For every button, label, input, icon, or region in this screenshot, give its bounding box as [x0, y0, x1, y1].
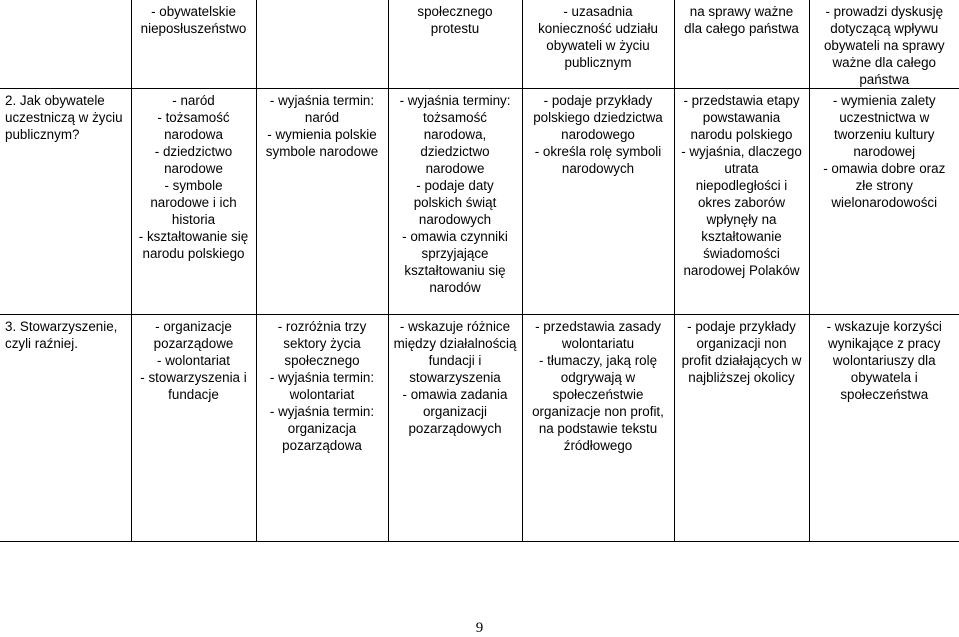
cell-line: protestu: [430, 21, 480, 36]
table-cell-requirements-advanced: [674, 89, 809, 315]
cell-line: - wyjaśnia termin:: [269, 93, 375, 108]
cell-line: najbliższej okolicy: [688, 370, 795, 385]
cell-line: - stowarzyszenia i: [140, 370, 247, 385]
cell-line: tożsamość: [423, 110, 487, 125]
table-cell-requirements-extended: [388, 0, 522, 89]
table-row: [0, 89, 959, 315]
cell-line: na sprawy ważne: [689, 4, 794, 19]
cell-line: wolontariatu: [561, 336, 635, 351]
cell-line: - wskazuje różnice: [399, 319, 511, 334]
cell-line: wpłynęły na: [706, 212, 777, 227]
table-cell-topic: [0, 0, 131, 89]
cell-line: publicznym?: [5, 127, 80, 142]
table-cell-content: [131, 0, 256, 89]
cell-line: utrata: [724, 161, 759, 176]
cell-line: pozarządowa: [282, 438, 362, 453]
cell-line: - wolontariat: [157, 353, 230, 368]
cell-line: świadomości: [703, 246, 780, 261]
table-row: [0, 315, 959, 542]
cell-line: - wymienia zalety: [832, 93, 936, 108]
table-cell-requirements-basic: [256, 0, 388, 89]
cell-line: organizacje non profit,: [532, 404, 664, 419]
cell-line: - wskazuje korzyści: [826, 319, 942, 334]
table-cell-requirements-advanced: [674, 315, 809, 542]
cell-line: - rozróżnia trzy: [277, 319, 367, 334]
cell-line: 2. Jak obywatele: [5, 93, 105, 108]
cell-line: niepodległości i: [695, 178, 788, 193]
cell-line: - tożsamość: [157, 110, 230, 125]
cell-line: obywatela i: [850, 370, 918, 385]
cell-line: sektory życia: [283, 336, 361, 351]
cell-line: uczestniczą w życiu: [5, 110, 123, 125]
cell-line: między działalnością: [393, 336, 517, 351]
table-cell-requirements-full: [522, 0, 674, 89]
cell-line: społeczeństwa: [840, 387, 929, 402]
cell-line: obywateli w życiu: [546, 38, 650, 53]
cell-line: powstawania: [702, 110, 781, 125]
table-cell-content: [131, 89, 256, 315]
cell-line: narodowej: [853, 144, 916, 159]
cell-line: wolontariat: [289, 387, 355, 402]
cell-line: - omawia czynniki: [402, 229, 508, 244]
cell-line: - wyjaśnia termin:: [269, 404, 375, 419]
cell-line: nieposłuszeństwo: [140, 21, 247, 36]
table-cell-topic: [0, 315, 131, 542]
table-cell-requirements-excellent: [809, 89, 959, 315]
cell-line: wolontariuszy dla: [832, 353, 936, 368]
cell-line: narodowe: [164, 161, 223, 176]
cell-line: fundacje: [168, 387, 219, 402]
cell-line: społeczeństwie: [552, 387, 644, 402]
table-cell-requirements-excellent: [809, 315, 959, 542]
table-cell-requirements-full: [522, 315, 674, 542]
cell-line: narodu polskiego: [690, 127, 793, 142]
cell-line: - określa rolę symboli: [534, 144, 662, 159]
cell-line: organizacja: [287, 421, 357, 436]
cell-line: - przedstawia zasady: [535, 319, 661, 334]
cell-line: polskiego dziedzictwa: [533, 110, 663, 125]
cell-line: naród: [304, 110, 340, 125]
cell-line: konieczność udziału: [538, 21, 658, 36]
cell-line: odgrywają w: [560, 370, 636, 385]
cell-line: - wyjaśnia termin:: [269, 370, 375, 385]
cell-line: kształtowanie: [701, 229, 782, 244]
cell-line: narodowego: [561, 127, 635, 142]
cell-line: - przedstawia etapy: [683, 93, 800, 108]
cell-line: sprzyjające: [421, 246, 489, 261]
cell-line: społecznego: [284, 353, 360, 368]
cell-line: - omawia dobre oraz: [823, 161, 946, 176]
cell-line: ważne dla całego: [832, 55, 936, 70]
cell-line: dotyczącą wpływu: [830, 21, 939, 36]
cell-line: wielonarodowości: [831, 195, 938, 210]
cell-line: narodu polskiego: [142, 246, 245, 261]
cell-line: - uzasadnia: [563, 4, 633, 19]
cell-line: okres zaborów: [697, 195, 786, 210]
cell-line: - prowadzi dyskusję: [825, 4, 944, 19]
cell-line: obywateli na sprawy: [823, 38, 945, 53]
cell-line: źródłowego: [563, 438, 633, 453]
cell-line: - podaje przykłady: [543, 93, 653, 108]
cell-line: polskich świąt: [413, 195, 497, 210]
cell-line: symbole narodowe: [265, 144, 379, 159]
table-cell-requirements-full: [522, 89, 674, 315]
cell-line: narodowe: [425, 161, 485, 176]
cell-line: narodowa: [164, 127, 223, 142]
cell-line: historia: [171, 212, 216, 227]
table-cell-requirements-extended: [388, 315, 522, 542]
table-cell-requirements-basic: [256, 89, 388, 315]
table-cell-requirements-basic: [256, 315, 388, 542]
page-number: 9: [475, 620, 484, 636]
table-cell-requirements-extended: [388, 89, 522, 315]
table-cell-topic: [0, 89, 131, 315]
cell-line: - podaje daty: [416, 178, 494, 193]
cell-line: - omawia zadania: [402, 387, 508, 402]
cell-line: dziedzictwo: [420, 144, 490, 159]
table-row: [0, 0, 959, 89]
cell-line: złe strony: [855, 178, 913, 193]
cell-line: tworzeniu kultury: [834, 127, 935, 142]
table-cell-requirements-advanced: [674, 0, 809, 89]
cell-line: 3. Stowarzyszenie,: [5, 319, 118, 334]
cell-line: - wymienia polskie: [267, 127, 377, 142]
cell-line: - wyjaśnia, dlaczego: [681, 144, 802, 159]
cell-line: organizacji: [422, 404, 487, 419]
cell-line: czyli raźniej.: [5, 336, 78, 351]
cell-line: fundacji i: [428, 353, 482, 368]
cell-line: narodów: [429, 280, 481, 295]
cell-line: narodowej Polaków: [683, 263, 800, 278]
cell-line: pozarządowe: [153, 336, 234, 351]
cell-line: wynikające z pracy: [828, 336, 941, 351]
cell-line: - symbole: [164, 178, 223, 193]
cell-line: - wyjaśnia terminy:: [399, 93, 511, 108]
cell-line: - tłumaczy, jaką rolę: [538, 353, 658, 368]
cell-line: profit działających w: [681, 353, 802, 368]
cell-line: narodowa,: [423, 127, 487, 142]
cell-line: stowarzyszenia: [409, 370, 501, 385]
cell-line: dla całego państwa: [684, 21, 799, 36]
cell-line: - kształtowanie się: [138, 229, 249, 244]
cell-line: organizacji non: [696, 336, 787, 351]
cell-line: kształtowaniu się: [404, 263, 506, 278]
cell-line: narodowych: [561, 161, 635, 176]
table-cell-content: [131, 315, 256, 542]
cell-line: - naród: [172, 93, 215, 108]
cell-line: publicznym: [564, 55, 632, 70]
cell-line: - obywatelskie: [151, 4, 236, 19]
cell-line: społecznego: [417, 4, 493, 19]
table-cell-requirements-excellent: [809, 0, 959, 89]
cell-line: narodowych: [418, 212, 492, 227]
cell-line: państwa: [859, 72, 910, 87]
cell-line: pozarządowych: [408, 421, 502, 436]
cell-line: - organizacje: [155, 319, 232, 334]
cell-line: na podstawie tekstu: [538, 421, 658, 436]
cell-line: - dziedzictwo: [154, 144, 233, 159]
cell-line: - podaje przykłady: [687, 319, 796, 334]
cell-line: narodowe i ich: [150, 195, 237, 210]
cell-line: uczestnictwa w: [839, 110, 930, 125]
